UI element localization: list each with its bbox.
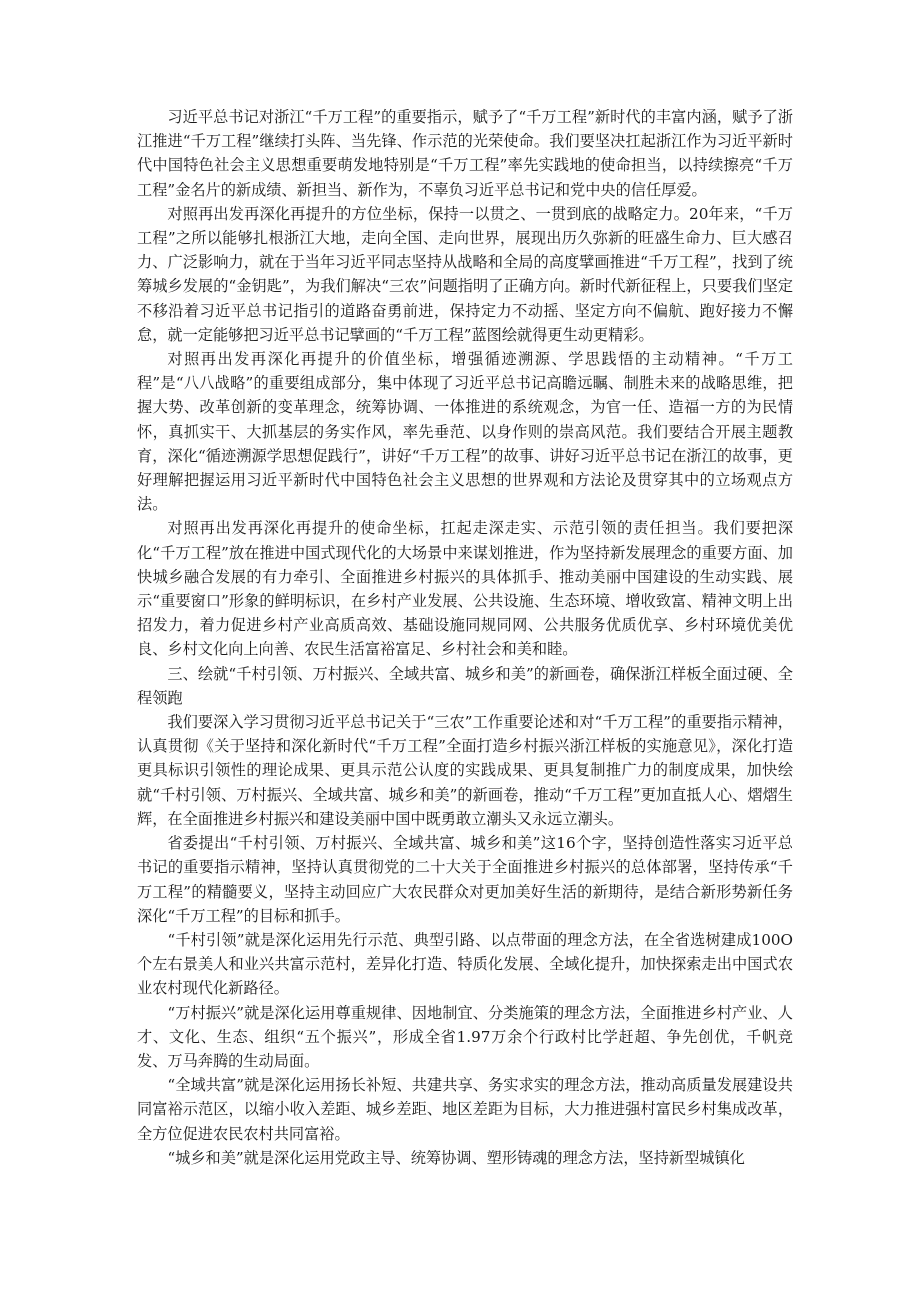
document-body: [137, 105, 793, 1170]
paragraph-wancun-zhenxing: “万村振兴”就是深化运用尊重规律、因地制宜、分类施策的理念方法，全面推进乡村产业、人才、文化、生态、组织“五个振兴”，形成全省1.97万余个行政村比学赶超、争先创优，千帆竞发、万马奔腾的生动局面。: [137, 1003, 793, 1070]
paragraph-position-coordinate: 对照再出发再深化再提升的方位坐标，保持一以贯之、一贯到底的战略定力。20年来，“千万工程”之所以能够扎根浙江大地，走向全国、走向世界，展现出历久弥新的旺盛生命力、巨大感召力、广泛影响力，就在于当年习近平同志坚持从战略和全局的高度擘画推进“千万工程”，找到了统筹城乡发展的“金钥匙”，为我们解决“三农”问题指明了正确方向。新时代新征程上，只要我们坚定不移沿着习近平总书记指引的道路奋勇前进，保持定力不动摇、坚定方向不偏航、跑好接力不懈怠，就一定能够把习近平总书记擘画的“千万工程”蓝图绘就得更生动更精彩。: [137, 204, 793, 344]
paragraph-implementation: 我们要深入学习贯彻习近平总书记关于“三农”工作重要论述和对“千万工程”的重要指示精神，认真贯彻《关于坚持和深化新时代“千万工程”全面打造乡村振兴浙江样板的实施意见》，深化打造更具标识引领性的理论成果、更具示范公认度的实践成果、更具复制推广力的制度成果，加快绘就“千村引领、万村振兴、全域共富、城乡和美”的新画卷，推动“千万工程”更加直抵人心、熠熠生辉，在全面推进乡村振兴和建设美丽中国中既勇敢立潮头又永远立潮头。: [137, 713, 793, 828]
section-heading-three: 三、绘就“千村引领、万村振兴、全域共富、城乡和美”的新画卷，确保浙江样板全面过硬、全程领跑: [137, 664, 793, 707]
paragraph-mission-coordinate: 对照再出发再深化再提升的使命坐标，扛起走深走实、示范引领的责任担当。我们要把深化“千万工程”放在推进中国式现代化的大场景中来谋划推进，作为坚持新发展理念的重要方面、加快城乡融合发展的有力牵引、全面推进乡村振兴的具体抓手、推动美丽中国建设的生动实践、展示“重要窗口”形象的鲜明标识，在乡村产业发展、公共设施、生态环境、增收致富、精神文明上出招发力，着力促进乡村产业高质高效、基础设施同规同网、公共服务优质优享、乡村环境优美优良、乡村文化向上向善、农民生活富裕富足、乡村社会和美和睦。: [137, 519, 793, 659]
paragraph-sixteen-characters: 省委提出“千村引领、万村振兴、全域共富、城乡和美”这16个字，坚持创造性落实习近平总书记的重要指示精神，坚持认真贯彻党的二十大关于全面推进乡村振兴的总体部署，坚持传承“千万工程”的精髓要义，坚持主动回应广大农民群众对更加美好生活的新期待，是结合新形势新任务深化“千万工程”的目标和抓手。: [137, 834, 793, 925]
paragraph-intro: 习近平总书记对浙江“千万工程”的重要指示，赋予了“千万工程”新时代的丰富内涵，赋予了浙江推进“千万工程”继续打头阵、当先锋、作示范的光荣使命。我们要坚决扛起浙江作为习近平新时代中国特色社会主义思想重要萌发地特别是“千万工程”率先实践地的使命担当，以持续擦亮“千万工程”金名片的新成绩、新担当、新作为，不辜负习近平总书记和党中央的信任厚爱。: [137, 108, 793, 199]
paragraph-value-coordinate: 对照再出发再深化再提升的价值坐标，增强循迹溯源、学思践悟的主动精神。“千万工程”是“八八战略”的重要组成部分，集中体现了习近平总书记高瞻远瞩、制胜未来的战略思维，把握大势、改革创新的变革理念，统筹协调、一体推进的系统观念，为官一任、造福一方的为民情怀，真抓实干、大抓基层的务实作风，率先垂范、以身作则的崇高风范。我们要结合开展主题教育，深化“循迹溯源学思想促践行”，讲好“千万工程”的故事、讲好习近平总书记在浙江的故事，更好理解把握运用习近平新时代中国特色社会主义思想的世界观和方法论及贯穿其中的立场观点方法。: [137, 350, 793, 514]
paragraph-qiancun-yinling: “千村引领”就是深化运用先行示范、典型引路、以点带面的理念方法，在全省选树建成100O个左右景美人和业兴共富示范村，差异化打造、特质化发展、全域化提升，加快探索走出中国式农业农村现代化新路径。: [137, 930, 793, 998]
paragraph-quanyu-gongfu: “全域共富”就是深化运用扬长补短、共建共享、务实求实的理念方法，推动高质量发展建设共同富裕示范区，以缩小收入差距、城乡差距、地区差距为目标，大力推进强村富民乡村集成改革，全方位促进农民农村共同富裕。: [137, 1076, 793, 1143]
paragraph-chengxiang-hemei: “城乡和美”就是深化运用党政主导、统筹协调、塑形铸魂的理念方法，坚持新型城镇化: [167, 1148, 745, 1167]
